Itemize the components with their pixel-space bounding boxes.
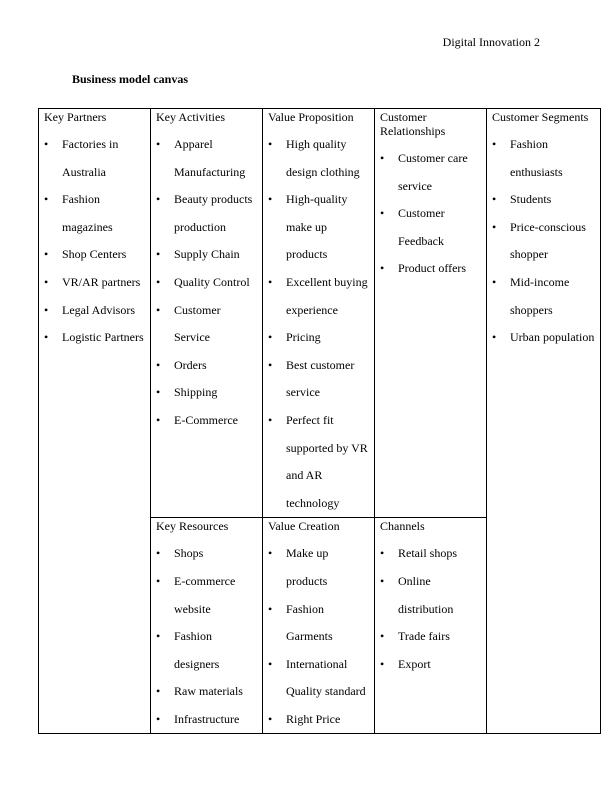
channels-cell [375,518,487,734]
list-item: • E-commerce website [156,568,257,623]
customer-segments-cell [487,109,601,734]
list-item: • Customer Service [156,297,257,352]
list-item: • Fashion Garments [268,596,369,651]
list-item: • Mid-income shoppers [492,269,595,324]
list-item: • Make up products [268,540,369,595]
list-item: • Best customer service [268,352,369,407]
value-creation-cell [263,518,375,734]
channels-heading: Channels [380,519,425,534]
list-item: • Right Price [268,706,369,734]
list-item: • Factories in Australia [44,131,145,186]
customer-relationships-cell [375,109,487,518]
list-item: • Infrastructure [156,706,257,734]
list-item: • Customer Feedback [380,200,481,255]
list-item: • Perfect fit supported by VR and AR technology [268,407,369,517]
customer-segments-list [492,131,595,352]
list-item: • Retail shops [380,540,481,568]
list-item: • Apparel Manufacturing [156,131,257,186]
key-resources-list [156,540,257,733]
page-title: Business model canvas [72,72,189,86]
list-item: • Logistic Partners [44,324,145,352]
list-item: • Pricing [268,324,369,352]
key-activities-cell [151,109,263,518]
list-item: • Beauty products production [156,186,257,241]
list-item: • Shipping [156,379,257,407]
list-item: • Trade fairs [380,623,481,651]
key-resources-cell [151,518,263,734]
value-proposition-list [268,131,369,517]
list-item: • Fashion designers [156,623,257,678]
list-item: • Students [492,186,595,214]
customer-relationships-heading: Customer Relationships [380,110,446,138]
value-proposition-cell [263,109,375,518]
list-item: • Price-conscious shopper [492,214,595,269]
key-activities-list [156,131,257,435]
list-item: • E-Commerce [156,407,257,435]
list-item: • Shop Centers [44,241,145,269]
customer-segments-heading: Customer Segments [492,110,589,124]
list-item: • VR/AR partners [44,269,145,297]
list-item: • Export [380,651,481,679]
key-activities-heading: Key Activities [156,110,225,124]
list-item: • International Quality standard [268,651,369,706]
channels-list [380,540,481,678]
key-partners-cell [39,109,151,734]
customer-relationships-list [380,145,481,283]
list-item: • High quality design clothing [268,131,369,186]
list-item: • Quality Control [156,269,257,297]
list-item: • Customer care service [380,145,481,200]
list-item: • Fashion enthusiasts [492,131,595,186]
key-partners-list [44,131,145,352]
list-item: • Fashion magazines [44,186,145,241]
value-proposition-heading: Value Proposition [268,110,354,124]
key-resources-heading: Key Resources [156,519,229,534]
running-head: Digital Innovation 2 [442,35,540,49]
value-creation-list [268,540,369,733]
list-item: • Raw materials [156,678,257,706]
list-item: • Legal Advisors [44,297,145,325]
list-item: • Online distribution [380,568,481,623]
list-item: • Excellent buying experience [268,269,369,324]
list-item: • Urban population [492,324,595,352]
list-item: • Shops [156,540,257,568]
list-item: • Supply Chain [156,241,257,269]
list-item: • Product offers [380,255,481,283]
value-creation-heading: Value Creation [268,519,340,534]
list-item: • Orders [156,352,257,380]
business-model-canvas-table [38,108,601,734]
key-partners-heading: Key Partners [44,110,107,124]
list-item: • High-quality make up products [268,186,369,269]
